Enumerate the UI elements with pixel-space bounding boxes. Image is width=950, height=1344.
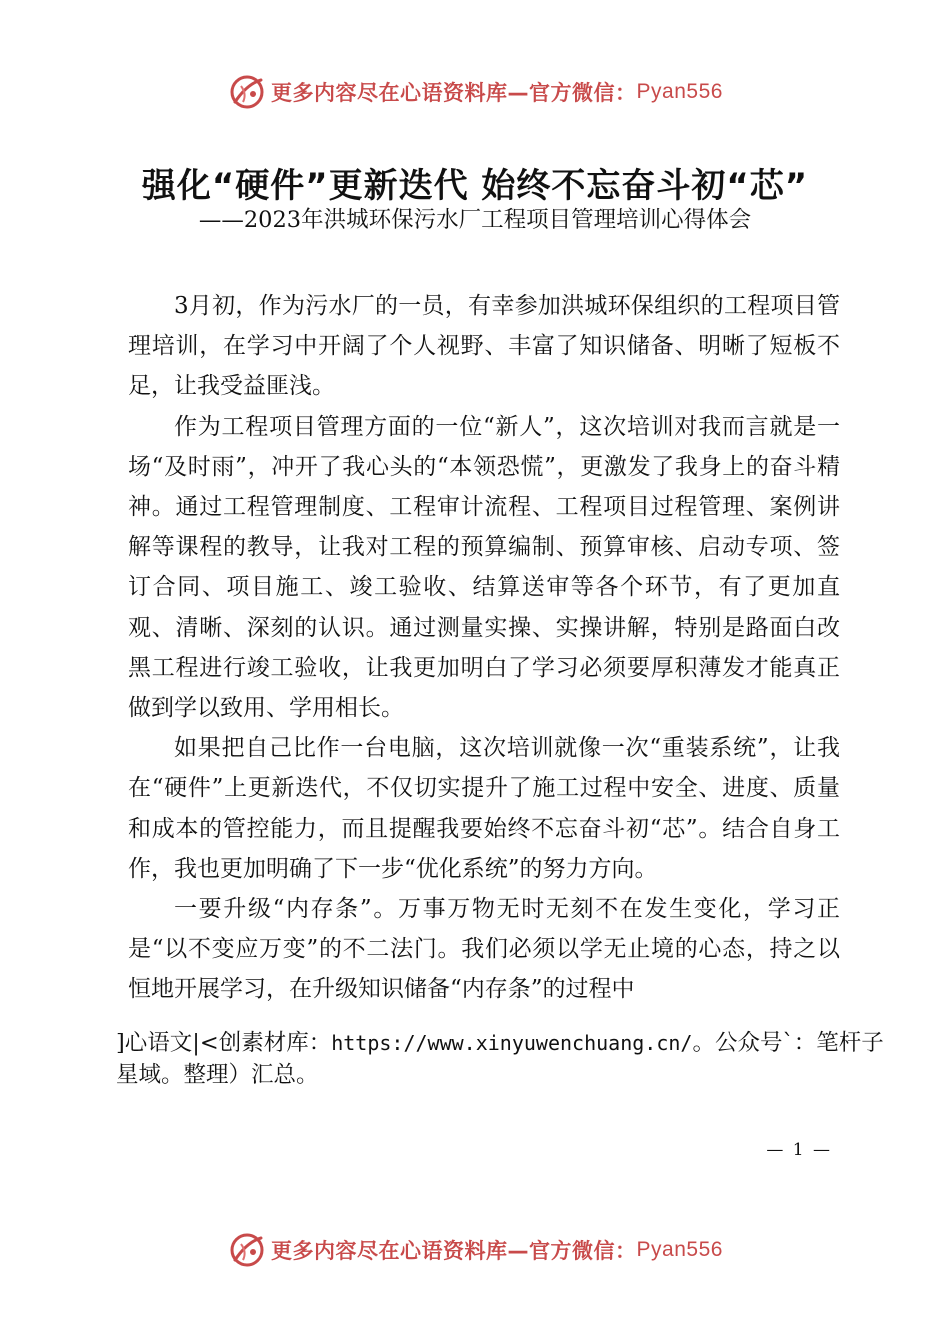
banner-wechat-id: Pyan556 <box>636 1238 723 1261</box>
banner-wechat-id: Pyan556 <box>636 80 723 103</box>
xinyu-logo-icon <box>227 1230 267 1270</box>
source-note <box>116 1027 886 1091</box>
document-title: 强化“硬件”更新迭代 始终不忘奋斗初“芯” <box>141 166 809 206</box>
paragraph-1: 3月初，作为污水厂的一员，有幸参加洪城环保组织的工程项目管理培训，在学习中开阔了个人视野、丰富了知识储备、明晰了短板不足，让我受益匪浅。 <box>128 293 840 400</box>
paragraph-2: 作为工程项目管理方面的一位“新人”，这次培训对我而言就是一场“及时雨”，冲开了我心头的“本领恐慌”，更激发了我身上的奋斗精神。通过工程管理制度、工程审计流程、工程项目过程管理、案例讲解等课程的教导，让我对工程的预算编制、预算审核、启动专项、签订合同、项目施工、竣工验收、结算送审等各个环节，有了更加直观、清晰、深刻的认识。通过测量实操、实操讲解，特别是路面白改黑工程进行竣工验收，让我更加明白了学习必须要厚积薄发才能真正做到学以致用、学用相长。 <box>128 413 840 722</box>
xinyu-logo-icon <box>227 72 267 112</box>
banner-text: 更多内容尽在心语资料库—官方微信： <box>271 81 637 105</box>
source-suffix: 。公众号`：笔杆子星域。整理）汇总。 <box>116 1030 884 1088</box>
source-prefix: ]心语文|<创素材库： <box>116 1030 332 1056</box>
paragraph-3: 如果把自己比作一台电脑，这次培训就像一次“重装系统”，让我在“硬件”上更新迭代，不仅切实提升了施工过程中安全、进度、质量和成本的管控能力，而且提醒我要始终不忘奋斗初“芯”。结合自身工作，我也更加明确了下一步“优化系统”的努力方向。 <box>128 735 840 882</box>
document-subtitle: ——2023年洪城环保污水厂工程项目管理培训心得体会 <box>198 207 752 233</box>
top-banner <box>0 70 950 114</box>
banner-text: 更多内容尽在心语资料库—官方微信： <box>271 1239 637 1263</box>
paragraph-4: 一要升级“内存条”。万事万物无时无刻不在发生变化，学习正是“以不变应万变”的不二法门。我们必须以学无止境的心态，持之以恒地开展学习，在升级知识储备“内存条”的过程中 <box>128 896 840 1003</box>
source-url: https://www.xinyuwenchuang.cn/ <box>331 1031 693 1055</box>
document-body <box>128 286 840 1010</box>
page-number: — 1 — <box>766 1140 832 1160</box>
bottom-banner <box>0 1228 950 1272</box>
